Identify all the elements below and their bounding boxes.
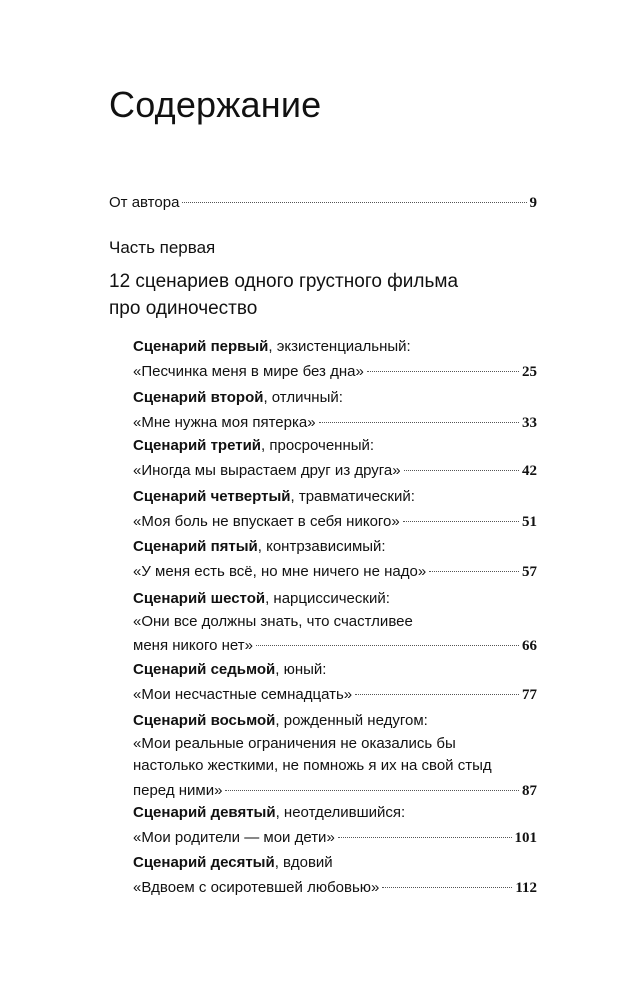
toc-page-number: 112: [515, 879, 537, 896]
scenario-heading: [133, 852, 333, 874]
toc-entry-scenario: [133, 458, 537, 482]
scenario-quote-line: «Иногда мы вырастаем друг из друга»: [133, 461, 401, 479]
leader-dots: [403, 505, 519, 522]
leader-dots: [225, 774, 519, 791]
scenario-name: Сценарий восьмой: [133, 712, 276, 729]
toc-entry-scenario: [133, 633, 537, 657]
scenario-type: , экзистенциальный:: [268, 338, 411, 355]
toc-page-number: 87: [522, 782, 537, 799]
scenario-type: , неотделившийся:: [275, 804, 406, 821]
leader-dots: [338, 821, 512, 838]
toc-page-number: 25: [522, 363, 537, 380]
scenario-type: , рожденный недугом:: [275, 712, 428, 729]
scenario-heading: [133, 536, 386, 558]
scenario-type: , нарциссический:: [265, 590, 390, 607]
scenario-type: , травматический:: [290, 488, 415, 505]
scenario-heading: [133, 387, 343, 409]
scenario-type: , вдовий: [274, 854, 333, 871]
scenario-quote-line: «Вдвоем с осиротевшей любовью»: [133, 878, 380, 896]
scenario-heading: [133, 659, 326, 681]
leader-dots: [382, 871, 512, 888]
scenario-heading: [133, 710, 428, 732]
toc-page-number: 9: [529, 195, 537, 211]
scenario-quote-line: «Мои несчастные семнадцать»: [133, 685, 353, 703]
toc-entry-scenario: [133, 509, 537, 533]
scenario-name: Сценарий девятый: [133, 804, 276, 821]
leader-dots: [319, 406, 519, 423]
scenario-quote-line: «Мне нужна моя пятерка»: [133, 413, 316, 431]
scenario-name: Сценарий второй: [133, 389, 264, 406]
scenario-name: Сценарий седьмой: [133, 661, 276, 678]
toc-entry-scenario: [133, 410, 537, 434]
toc-page-number: 33: [522, 414, 537, 431]
scenario-heading: [133, 435, 374, 457]
scenario-quote-line: «Песчинка меня в мире без дна»: [133, 362, 364, 380]
scenario-heading: [133, 588, 390, 610]
scenario-type: , отличный:: [263, 389, 343, 406]
toc-entry-scenario: [133, 682, 537, 706]
scenario-quote-line: «У меня есть всё, но мне ничего не надо»: [133, 562, 427, 580]
page-title: Содержание: [109, 84, 322, 125]
scenario-name: Сценарий шестой: [133, 590, 266, 607]
toc-entry-scenario: [133, 875, 537, 899]
scenario-type: , просроченный:: [261, 437, 375, 454]
toc-page-number: 51: [522, 513, 537, 530]
scenario-quote-line: перед ними»: [133, 781, 223, 799]
part-title-line: 12 сценариев одного грустного фильма: [109, 271, 459, 292]
part-label: Часть первая: [109, 238, 216, 257]
scenario-type: , контрзависимый:: [257, 538, 386, 555]
scenario-name: Сценарий третий: [133, 437, 262, 454]
scenario-name: Сценарий десятый: [133, 854, 275, 871]
scenario-name: Сценарий пятый: [133, 538, 258, 555]
leader-dots: [404, 454, 519, 471]
toc-entry-scenario: [133, 825, 537, 849]
toc-page-number: 66: [522, 638, 537, 654]
toc-entry-scenario: [133, 359, 537, 383]
scenario-quote-line: «Мои реальные ограничения не оказались бы: [133, 734, 456, 752]
toc-entry-label: От автора: [109, 194, 180, 211]
leader-dots: [429, 555, 519, 572]
toc-entry-intro: [109, 190, 537, 214]
scenario-quote-line: «Моя боль не впускает в себя никого»: [133, 512, 400, 530]
scenario-type: , юный:: [275, 661, 327, 678]
scenario-name: Сценарий первый: [133, 338, 269, 355]
toc-entry-scenario: [133, 778, 537, 802]
scenario-heading: [133, 486, 415, 508]
toc-entry-scenario: [133, 559, 537, 583]
toc-page-number: 42: [522, 462, 537, 479]
scenario-quote-line: меня никого нет»: [133, 637, 253, 654]
toc-page-number: 101: [514, 829, 537, 846]
scenario-quote-line: настолько жесткими, не помножь я их на свой стыд: [133, 757, 492, 774]
scenario-quote-line: «Они все должны знать, что счастливее: [133, 612, 413, 630]
scenario-name: Сценарий четвертый: [133, 488, 291, 505]
part-title: [109, 268, 529, 322]
leader-dots: [355, 678, 519, 695]
toc-page-number: 57: [522, 563, 537, 580]
leader-dots: [256, 629, 519, 646]
leader-dots: [182, 186, 526, 203]
toc-page-number: 77: [522, 686, 537, 703]
leader-dots: [367, 355, 519, 372]
scenario-quote-line: «Мои родители — мои дети»: [133, 828, 335, 846]
part-title-line: про одиночество: [109, 298, 258, 319]
